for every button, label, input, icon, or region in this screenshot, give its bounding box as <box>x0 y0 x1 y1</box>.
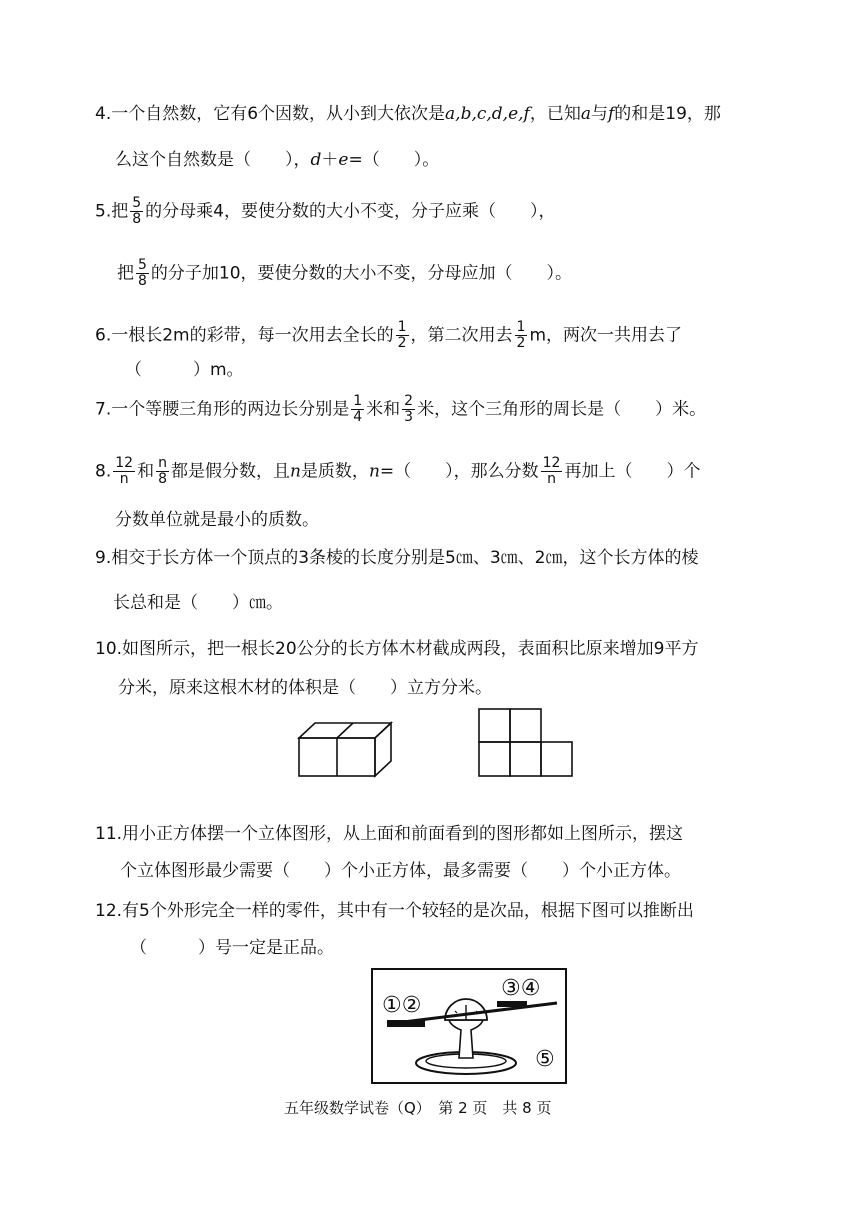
q8-text: 是质数， <box>300 461 369 482</box>
q8-text: 和 <box>137 461 155 482</box>
balance-scale-figure <box>371 968 567 1084</box>
q5-text: 把 <box>117 263 134 284</box>
q7-line1 <box>95 394 706 425</box>
q8-text: 8. <box>95 461 112 482</box>
q4-text: 的和是19，那 <box>614 104 721 124</box>
q5-text: 5.把 <box>95 201 129 222</box>
q4-text: =（ ）。 <box>348 150 440 170</box>
q9-line2: 长总和是（ ）㎝。 <box>113 593 283 613</box>
q12-line2: （ ）号一定是正品。 <box>130 938 334 958</box>
item-five: ⑤ <box>535 1047 555 1072</box>
q10-line1: 10.如图所示，把一根长20公分的长方体木材截成两段，表面积比原来增加9平方 <box>95 639 699 659</box>
page-footer: 五年级数学试卷（Q） 第 2 页 共 8 页 <box>284 1099 552 1117</box>
q4-var-f: f <box>607 104 615 124</box>
q6-text: 6.一根长2m的彩带，每一次用去全长的 <box>95 325 394 346</box>
q4-vars: a,b,c,d,e,f <box>445 104 530 124</box>
q6-line2: （ ）m。 <box>125 360 244 380</box>
q11-line1: 11.用小正方体摆一个立体图形，从上面和前面看到的图形都如上图所示，摆这 <box>95 824 684 844</box>
q5-text: 的分子加10，要使分数的大小不变，分母应加（ ）。 <box>150 263 573 284</box>
q8-var-n: n <box>368 461 380 482</box>
q7-text: 米，这个三角形的周长是（ ）米。 <box>417 399 707 420</box>
q6-fraction: $\frac{1}{2}$ <box>397 319 407 351</box>
q7-fraction-1: $\frac{1}{4}$ <box>353 393 363 425</box>
q6-fraction: $\frac{1}{2}$ <box>516 319 526 351</box>
q8-line2: 分数单位就是最小的质数。 <box>115 510 319 530</box>
q8-text: 都是假分数，且 <box>170 461 290 482</box>
q8-text: 再加上（ ）个 <box>564 461 701 482</box>
q5-fraction: $\frac{5}{8}$ <box>132 195 142 227</box>
q8-text: =（ ），那么分数 <box>379 461 539 482</box>
q12-line1: 12.有5个外形完全一样的零件，其中有一个较轻的是次品，根据下图可以推断出 <box>95 901 694 921</box>
q7-text: 米和 <box>366 399 401 420</box>
q7-text: 7.一个等腰三角形的两边长分别是 <box>95 399 350 420</box>
q7-fraction-2: $\frac{2}{3}$ <box>404 393 414 425</box>
q10-line2: 分米，原来这根木材的体积是（ ）立方分米。 <box>118 678 492 698</box>
q5-fraction: $\frac{5}{8}$ <box>138 257 147 289</box>
q4-var-d: d <box>310 150 322 170</box>
q4-var-a: a <box>580 104 591 124</box>
figure-11-grid <box>478 708 578 778</box>
q8-line1 <box>95 456 700 487</box>
q8-fraction-1: $\frac{12}{n}$ <box>542 455 561 487</box>
q6-text: m，两次一共用去了 <box>529 325 683 346</box>
q8-fraction-1: $\frac{12}{n}$ <box>115 455 134 487</box>
q5-text: 的分母乘4，要使分数的大小不变，分子应乘（ ）， <box>145 201 556 222</box>
q4-var-e: e <box>338 150 349 170</box>
q4-plus: ＋ <box>321 150 339 170</box>
q5-line1 <box>95 196 555 227</box>
q11-line2: 个立体图形最少需要（ ）个小正方体，最多需要（ ）个小正方体。 <box>120 861 681 881</box>
q8-fraction-2: $\frac{n}{8}$ <box>158 455 167 487</box>
figure-10-cuboid <box>298 722 398 778</box>
q6-line1 <box>95 320 682 351</box>
q4-line2 <box>115 148 439 172</box>
q4-line1 <box>95 102 721 126</box>
q6-text: ，第二次用去 <box>410 325 513 346</box>
q4-text: 4.一个自然数，它有6个因数，从小到大依次是 <box>95 104 446 124</box>
right-pan-items: ③④ <box>501 976 541 1001</box>
q4-text: 与 <box>590 104 608 124</box>
left-pan-items: ①② <box>382 993 422 1018</box>
q5-line2 <box>117 258 572 289</box>
q4-text: 么这个自然数是（ ）， <box>115 150 311 170</box>
q9-line1: 9.相交于长方体一个顶点的3条棱的长度分别是5㎝、3㎝、2㎝，这个长方体的棱 <box>95 548 699 568</box>
q4-text: ，已知 <box>529 104 581 124</box>
q8-var-n: n <box>289 461 301 482</box>
